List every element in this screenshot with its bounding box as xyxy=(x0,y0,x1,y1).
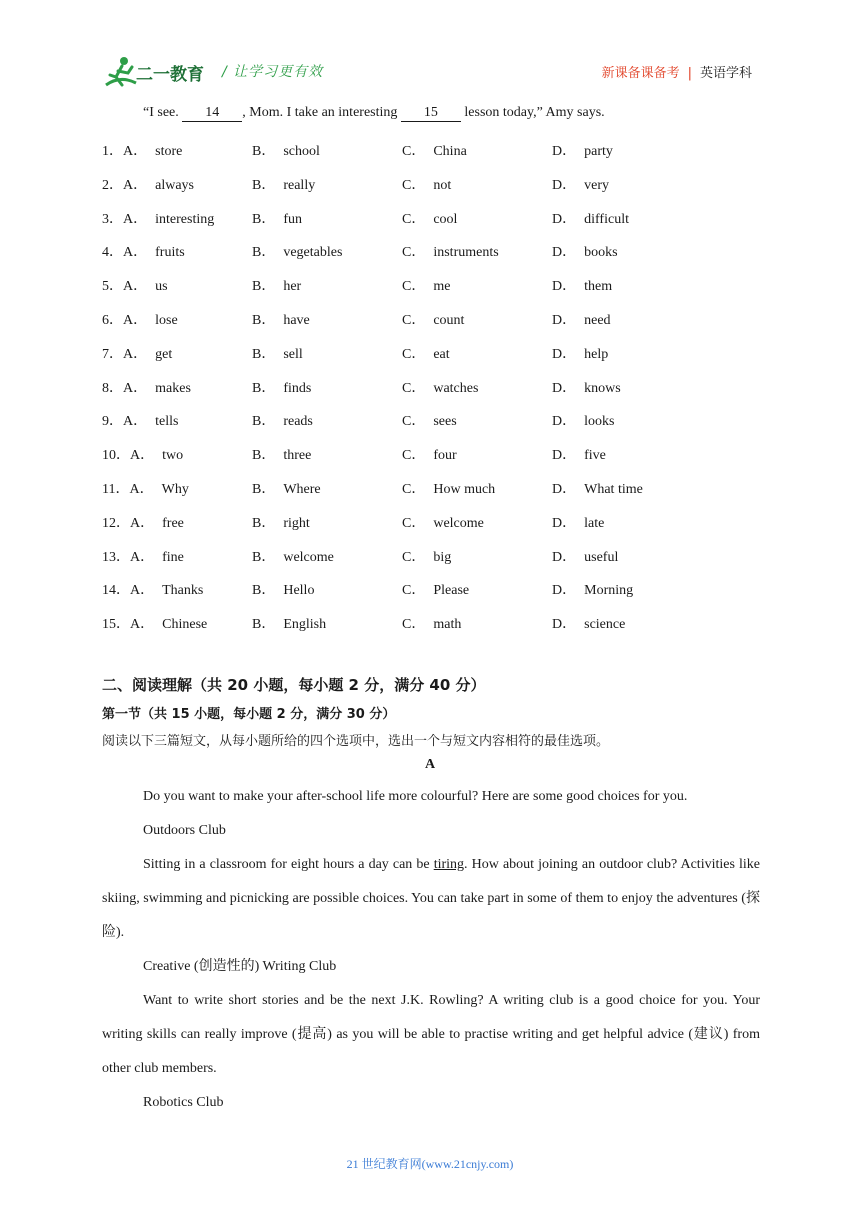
option-a xyxy=(102,309,178,329)
option-letter: B． xyxy=(252,515,276,531)
option-letter: B． xyxy=(252,481,276,497)
header-right xyxy=(602,62,752,81)
option-text: Please xyxy=(433,583,470,599)
option-letter: A． xyxy=(129,481,154,497)
option-d xyxy=(552,613,625,633)
option-letter: C． xyxy=(402,549,426,565)
option-letter: A． xyxy=(123,414,148,430)
reading-passage xyxy=(102,780,760,1120)
option-letter: D． xyxy=(552,144,577,159)
option-c xyxy=(402,343,450,363)
option-text: China xyxy=(433,144,467,159)
option-letter: A． xyxy=(130,515,155,531)
question-number: 2． xyxy=(102,177,123,193)
option-letter: B． xyxy=(252,279,276,295)
option-letter: B． xyxy=(252,549,276,565)
option-letter: B． xyxy=(252,583,276,599)
option-d xyxy=(552,579,633,599)
option-a xyxy=(102,579,203,599)
option-letter: C． xyxy=(402,481,426,497)
option-letter: A． xyxy=(130,448,155,464)
option-text: interesting xyxy=(155,211,215,227)
option-text: vegetables xyxy=(283,245,343,261)
option-b xyxy=(252,478,321,498)
cloze-passage-last-line xyxy=(143,105,605,122)
option-text: five xyxy=(584,448,606,464)
option-text: How much xyxy=(433,481,496,497)
option-text: big xyxy=(433,549,452,565)
option-text: math xyxy=(433,617,462,633)
option-d xyxy=(552,140,613,160)
option-letter: A． xyxy=(123,380,148,396)
option-c xyxy=(402,613,461,633)
option-d xyxy=(552,275,612,295)
option-text: sell xyxy=(283,346,303,362)
section-subtitle: 第一节（共 15 小题，每小题 2 分，满分 30 分） xyxy=(102,707,396,722)
option-a xyxy=(102,174,194,194)
option-letter: A． xyxy=(123,144,148,159)
underlined-word: tiring xyxy=(433,857,465,872)
option-text: always xyxy=(155,177,195,193)
blank-15: 15 xyxy=(401,105,461,122)
option-a xyxy=(102,377,191,397)
option-text: school xyxy=(283,144,320,159)
question-row xyxy=(102,171,762,205)
question-row xyxy=(102,205,762,239)
option-text: cool xyxy=(433,211,458,227)
option-text: fun xyxy=(283,211,303,227)
option-letter: D． xyxy=(552,481,577,497)
option-text: instruments xyxy=(433,245,499,261)
option-letter: C． xyxy=(402,211,426,227)
option-letter: B． xyxy=(252,312,276,328)
question-number: 11． xyxy=(102,481,130,497)
paragraph-text: . How about joining an outdoor club? Activities like skiing, swimming and picnicking are possible choices. You can take part in some of them to enjoy the adventures (探险). xyxy=(102,857,760,940)
question-row xyxy=(102,475,762,509)
option-text: get xyxy=(155,346,173,362)
option-text: finds xyxy=(283,380,312,396)
option-c xyxy=(402,377,478,397)
question-row xyxy=(102,610,762,644)
option-text: help xyxy=(584,346,609,362)
option-text: free xyxy=(162,515,184,531)
option-letter: A． xyxy=(123,312,148,328)
section-title: 二、阅读理解（共 20 小题，每小题 2 分，满分 40 分） xyxy=(102,676,486,694)
option-c xyxy=(402,174,451,194)
question-row xyxy=(102,272,762,306)
option-a xyxy=(102,512,184,532)
option-d xyxy=(552,512,604,532)
option-text: difficult xyxy=(584,211,629,227)
option-text: late xyxy=(584,515,605,531)
option-text: really xyxy=(283,177,316,193)
option-c xyxy=(402,140,467,160)
option-a xyxy=(102,478,189,498)
option-letter: C． xyxy=(402,583,426,599)
option-a xyxy=(102,444,183,464)
option-a xyxy=(102,546,184,566)
option-letter: A． xyxy=(123,245,148,261)
option-a xyxy=(102,410,178,430)
header-course-label: 新课备课备考 xyxy=(601,66,680,81)
option-a xyxy=(102,241,185,261)
option-c xyxy=(402,275,450,295)
option-d xyxy=(552,174,609,194)
option-letter: C． xyxy=(402,448,426,464)
option-a xyxy=(102,140,182,160)
question-number: 15． xyxy=(102,617,130,633)
option-text: fruits xyxy=(155,245,185,261)
option-letter: D． xyxy=(552,279,577,295)
passage-label: A xyxy=(424,757,436,772)
option-text: makes xyxy=(155,380,191,396)
club-heading: Robotics Club xyxy=(143,1095,224,1110)
option-b xyxy=(252,410,313,430)
option-b xyxy=(252,275,301,295)
option-text: four xyxy=(433,448,457,464)
instructions: 阅读以下三篇短文，从每小题所给的四个选项中，选出一个与短文内容相符的最佳选项。 xyxy=(102,734,610,749)
option-letter: B． xyxy=(252,245,276,261)
option-letter: A． xyxy=(123,211,148,227)
option-letter: A． xyxy=(130,549,155,565)
option-text: books xyxy=(584,245,618,261)
option-text: reads xyxy=(283,414,313,430)
option-text: knows xyxy=(584,380,621,396)
option-text: English xyxy=(283,617,327,633)
question-row xyxy=(102,374,762,408)
option-text: them xyxy=(584,279,613,295)
option-text: right xyxy=(283,515,310,531)
option-text: us xyxy=(155,279,168,295)
option-letter: D． xyxy=(552,549,577,565)
question-number: 5． xyxy=(102,279,123,295)
option-letter: C． xyxy=(402,245,426,261)
option-text: What time xyxy=(584,481,643,497)
option-text: eat xyxy=(433,346,450,362)
slogan: / 让学习更有效 xyxy=(222,64,324,80)
page-header xyxy=(0,0,860,100)
option-letter: D． xyxy=(552,211,577,227)
question-row xyxy=(102,543,762,577)
option-letter: B． xyxy=(252,211,276,227)
option-a xyxy=(102,208,214,228)
option-letter: B． xyxy=(252,414,276,430)
option-d xyxy=(552,546,618,566)
option-letter: D． xyxy=(552,515,577,531)
option-d xyxy=(552,343,608,363)
option-text: need xyxy=(584,312,611,328)
option-text: Why xyxy=(161,481,189,497)
header-separator: | xyxy=(687,66,692,81)
option-d xyxy=(552,208,629,228)
option-letter: A． xyxy=(123,177,148,193)
option-text: Hello xyxy=(283,583,315,599)
option-c xyxy=(402,512,484,532)
option-b xyxy=(252,309,310,329)
question-row xyxy=(102,306,762,340)
question-number: 3． xyxy=(102,211,123,227)
question-row xyxy=(102,407,762,441)
option-text: me xyxy=(433,279,451,295)
option-b xyxy=(252,512,310,532)
option-text: Thanks xyxy=(162,583,204,599)
option-text: useful xyxy=(584,549,619,565)
option-text: looks xyxy=(584,414,615,430)
paragraph: Do you want to make your after-school life more colourful? Here are some good choices for you. xyxy=(143,789,688,804)
club-heading: Outdoors Club xyxy=(143,823,226,838)
logo-text: 二一教育 xyxy=(136,65,204,85)
option-text: welcome xyxy=(283,549,334,565)
logo-runner-icon xyxy=(102,55,212,91)
option-text: have xyxy=(283,312,310,328)
option-a xyxy=(102,343,172,363)
option-b xyxy=(252,140,320,160)
option-letter: A． xyxy=(130,617,155,633)
option-letter: C． xyxy=(402,617,426,633)
passage-text: lesson today,” Amy says. xyxy=(460,105,605,120)
option-text: her xyxy=(283,279,302,295)
option-letter: D． xyxy=(552,312,577,328)
option-b xyxy=(252,174,315,194)
question-row xyxy=(102,576,762,610)
option-text: Where xyxy=(283,481,321,497)
page-footer: 21 世纪教育网(www.21cnjy.com) xyxy=(346,1157,514,1171)
option-text: party xyxy=(584,144,613,159)
club-heading: Creative (创造性的) Writing Club xyxy=(143,959,337,974)
option-text: Morning xyxy=(584,583,634,599)
option-c xyxy=(402,208,457,228)
passage-text: “I see. xyxy=(143,105,183,120)
option-d xyxy=(552,377,621,397)
option-letter: B． xyxy=(252,144,276,159)
option-text: count xyxy=(433,312,465,328)
option-letter: D． xyxy=(552,448,577,464)
option-c xyxy=(402,309,464,329)
header-subject-label: 英语学科 xyxy=(699,66,752,81)
option-text: Chinese xyxy=(162,617,208,633)
option-text: lose xyxy=(155,312,178,328)
question-number: 14． xyxy=(102,583,130,599)
option-d xyxy=(552,410,614,430)
question-number: 7． xyxy=(102,346,123,362)
option-b xyxy=(252,579,314,599)
option-letter: C． xyxy=(402,144,426,159)
option-b xyxy=(252,241,342,261)
option-text: welcome xyxy=(433,515,484,531)
question-number: 6． xyxy=(102,312,123,328)
option-b xyxy=(252,343,303,363)
option-text: science xyxy=(584,617,626,633)
question-number: 9． xyxy=(102,414,123,430)
question-number: 4． xyxy=(102,245,123,261)
option-letter: A． xyxy=(123,279,148,295)
option-letter: D． xyxy=(552,380,577,396)
option-letter: B． xyxy=(252,617,276,633)
question-row xyxy=(102,441,762,475)
option-d xyxy=(552,444,606,464)
paragraph: Want to write short stories and be the next J.K. Rowling? A writing club is a good choice for you. Your writing skills can really improve (提高) as you will be able to practise writing and get helpful advice (建议) from other club members. xyxy=(102,993,760,1076)
option-a xyxy=(102,613,207,633)
paragraph xyxy=(102,848,760,950)
question-number: 8． xyxy=(102,380,123,396)
option-letter: B． xyxy=(252,346,276,362)
option-letter: D． xyxy=(552,583,577,599)
option-text: store xyxy=(155,144,183,159)
option-letter: A． xyxy=(130,583,155,599)
option-text: tells xyxy=(155,414,179,430)
question-row xyxy=(102,137,762,171)
option-letter: C． xyxy=(402,515,426,531)
option-letter: A． xyxy=(123,346,148,362)
option-letter: C． xyxy=(402,177,426,193)
option-letter: D． xyxy=(552,177,577,193)
option-d xyxy=(552,241,618,261)
option-b xyxy=(252,546,334,566)
option-letter: B． xyxy=(252,177,276,193)
logo xyxy=(102,55,212,91)
option-letter: D． xyxy=(552,617,577,633)
option-d xyxy=(552,309,611,329)
option-a xyxy=(102,275,168,295)
option-letter: B． xyxy=(252,448,276,464)
option-c xyxy=(402,444,457,464)
option-letter: C． xyxy=(402,312,426,328)
question-row xyxy=(102,509,762,543)
option-letter: C． xyxy=(402,346,426,362)
option-letter: D． xyxy=(552,414,577,430)
option-d xyxy=(552,478,643,498)
option-letter: B． xyxy=(252,380,276,396)
option-text: very xyxy=(584,177,610,193)
question-number: 1． xyxy=(102,144,123,159)
option-letter: D． xyxy=(552,245,577,261)
question-row xyxy=(102,340,762,374)
blank-14: 14 xyxy=(182,105,242,122)
paragraph-text: Sitting in a classroom for eight hours a day can be xyxy=(143,857,434,872)
option-c xyxy=(402,478,495,498)
option-text: fine xyxy=(162,549,184,565)
question-number: 13． xyxy=(102,549,130,565)
option-b xyxy=(252,208,302,228)
option-text: sees xyxy=(433,414,457,430)
question-number: 12． xyxy=(102,515,130,531)
question-row xyxy=(102,238,762,272)
option-letter: C． xyxy=(402,414,426,430)
passage-text: , Mom. I take an interesting xyxy=(242,105,401,120)
option-text: not xyxy=(433,177,452,193)
option-text: two xyxy=(162,448,184,464)
option-b xyxy=(252,613,326,633)
question-number: 10． xyxy=(102,448,130,464)
option-c xyxy=(402,579,469,599)
option-c xyxy=(402,241,499,261)
option-letter: D． xyxy=(552,346,577,362)
option-b xyxy=(252,444,311,464)
option-c xyxy=(402,546,451,566)
option-text: three xyxy=(283,448,312,464)
question-options-list xyxy=(102,137,762,644)
option-b xyxy=(252,377,311,397)
option-letter: C． xyxy=(402,380,426,396)
option-letter: C． xyxy=(402,279,426,295)
option-c xyxy=(402,410,457,430)
option-text: watches xyxy=(433,380,479,396)
